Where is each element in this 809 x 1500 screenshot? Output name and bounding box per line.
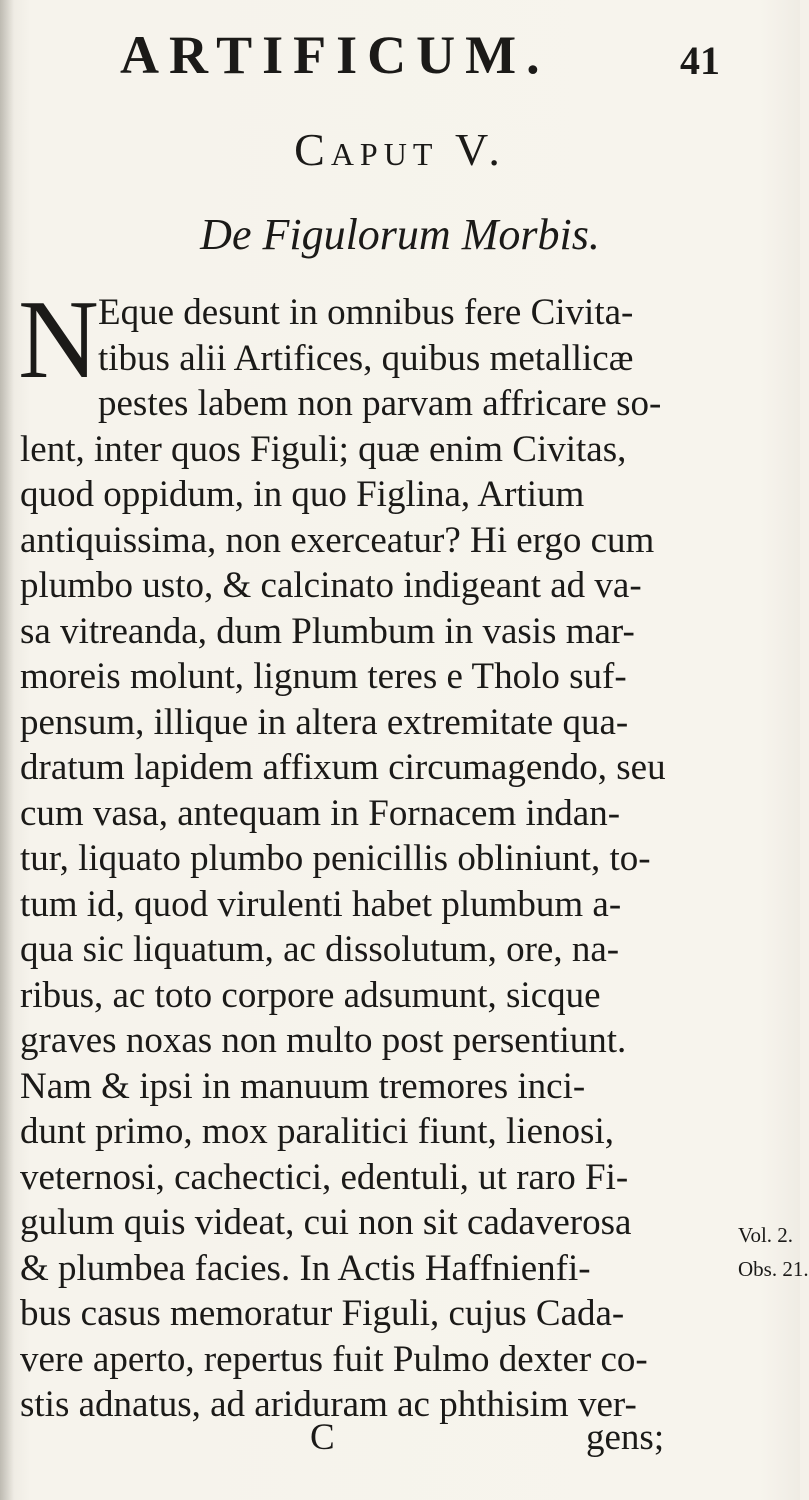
text-line: lent, inter quos Figuli; quæ enim Civitas, (20, 428, 627, 470)
chapter-heading: Caput V. (294, 124, 506, 175)
text-line: gulum quis videat, cui non sit cadaverosa (20, 1202, 632, 1243)
text-line: quod oppidum, in quo Figlina, Artium (20, 474, 585, 515)
text-line: cum vasa, antequam in Fornacem indan- (20, 792, 621, 834)
text-line: sa vitreanda, dum Plumbum in vasis mar- (20, 610, 635, 652)
text-line: graves noxas non multo post persentiunt. (20, 1020, 627, 1061)
body-text (18, 278, 730, 1428)
text-line: qua sic liquatum, ac dissolutum, ore, na- (20, 929, 620, 970)
catchword: gens; (586, 1417, 665, 1458)
marginal-note-volume: Vol. 2. (738, 1223, 794, 1247)
text-line: antiquissima, non exerceatur? Hi ergo cum (20, 519, 655, 561)
marginal-note-observation: Obs. 21. (738, 1257, 809, 1281)
text-line: bus casus memoratur Figuli, cujus Cada- (20, 1293, 625, 1334)
marginal-note (738, 1218, 809, 1286)
text-line: plumbo usto, & calcinato indigeant ad va- (20, 565, 642, 606)
page-number: 41 (680, 38, 720, 83)
running-title: ARTIFICUM. (120, 25, 550, 85)
text-line: vere aperto, repertus fuit Pulmo dexter co- (20, 1338, 648, 1380)
text-line: tur, liquato plumbo penicillis obliniunt, to- (20, 838, 651, 879)
text-line: Eque desunt in omnibus fere Civita- (98, 292, 634, 333)
text-line: Nam & ipsi in manuum tremores inci- (20, 1065, 586, 1107)
text-line: moreis molunt, lignum teres e Tholo suf- (20, 656, 627, 697)
running-head (120, 20, 720, 90)
page-footer (20, 1415, 730, 1460)
text-line: tibus alii Artifices, quibus metallicæ (98, 337, 634, 379)
text-line: & plumbea facies. In Actis Haffnienfi- (20, 1247, 591, 1289)
text-line: pestes labem non parvam affricare so- (98, 383, 662, 424)
text-line: tum id, quod virulenti habet plumbum a- (20, 883, 622, 925)
text-line: stis adnatus, ad ariduram ac phthisim ver- (20, 1384, 637, 1425)
text-line: ribus, ac toto corpore adsumunt, sicque (20, 974, 601, 1016)
text-line: pensum, illique in altera extremitate qua- (20, 701, 629, 743)
drop-cap: N (18, 278, 99, 402)
signature-mark: C (310, 1417, 335, 1458)
text-line: veternosi, cachectici, edentuli, ut raro Fi- (20, 1156, 629, 1198)
text-line: dunt primo, mox paralitici fiunt, lienosi, (20, 1111, 614, 1152)
text-line: dratum lapidem affixum circumagendo, seu (20, 747, 666, 788)
chapter-subtitle: De Figulorum Morbis. (200, 210, 600, 259)
